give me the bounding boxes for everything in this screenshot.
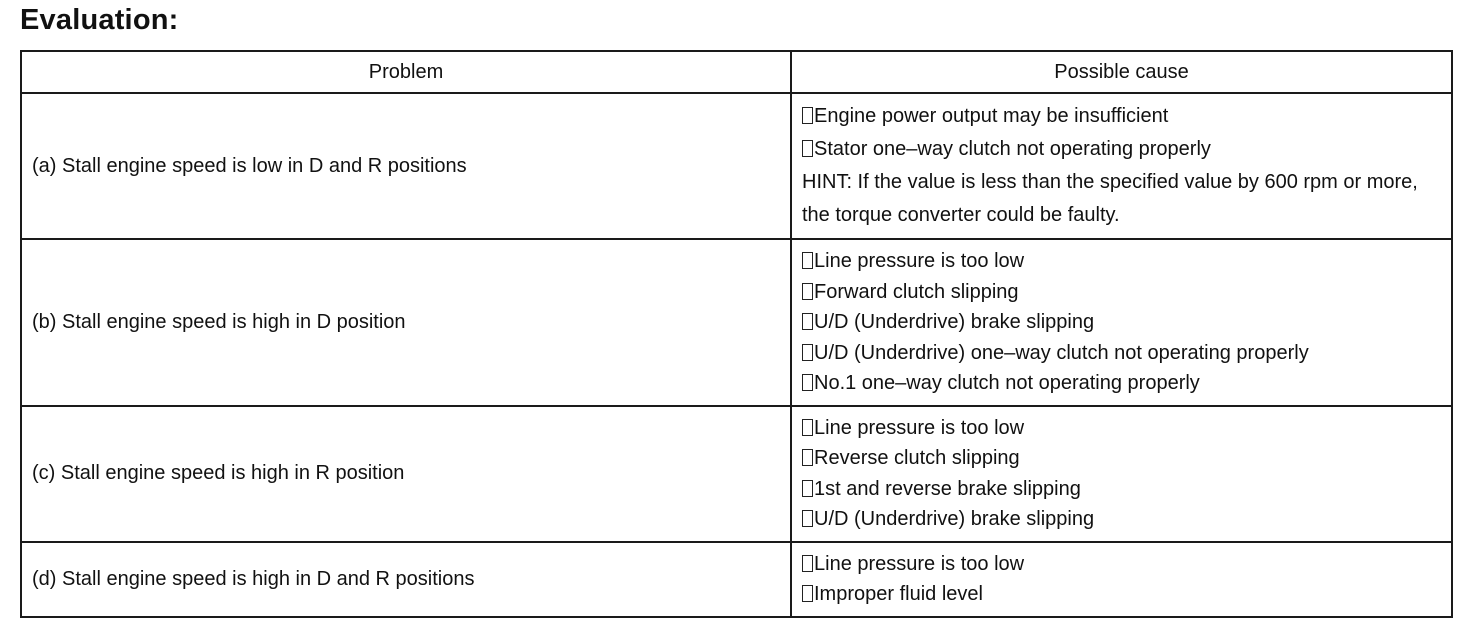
cause-cell: [791, 406, 1452, 542]
checkbox-square-icon: [802, 374, 813, 391]
cause-item: [802, 413, 1441, 444]
cause-text: U/D (Underdrive) brake slipping: [814, 508, 1095, 530]
column-header-possible-cause: Possible cause: [791, 51, 1452, 93]
cause-cell: [791, 93, 1452, 239]
cause-text: U/D (Underdrive) one–way clutch not operating properly: [814, 341, 1309, 364]
cause-item: [802, 246, 1441, 277]
cause-item: [802, 100, 1441, 133]
cause-text: Forward clutch slipping: [814, 280, 1019, 303]
checkbox-square-icon: [802, 555, 813, 572]
cause-cell: [791, 542, 1452, 617]
cause-item: [802, 368, 1441, 399]
hint-text: HINT: If the value is less than the specified value by 600 rpm or more, the torque converter could be faulty.: [802, 171, 1418, 226]
problem-cell: (d) Stall engine speed is high in D and R positions: [21, 542, 791, 617]
cause-text: Line pressure is too low: [814, 416, 1025, 439]
cause-item: [802, 474, 1441, 505]
cause-text: Reverse clutch slipping: [814, 447, 1020, 469]
cause-item: [802, 549, 1441, 580]
checkbox-square-icon: [802, 449, 813, 466]
checkbox-square-icon: [802, 283, 813, 300]
cause-text: No.1 one–way clutch not operating properly: [814, 372, 1200, 394]
checkbox-square-icon: [802, 510, 813, 527]
cause-cell: [791, 239, 1452, 406]
cause-item: [802, 443, 1441, 474]
evaluation-table: [20, 50, 1453, 618]
cause-text: Improper fluid level: [814, 583, 983, 605]
table-row: [21, 542, 1452, 617]
checkbox-square-icon: [802, 107, 813, 124]
cause-item: [802, 579, 1441, 610]
cause-item: [802, 338, 1441, 369]
checkbox-square-icon: [802, 344, 813, 361]
table-row: [21, 239, 1452, 406]
problem-cell: (c) Stall engine speed is high in R position: [21, 406, 791, 542]
checkbox-square-icon: [802, 480, 813, 497]
checkbox-square-icon: [802, 419, 813, 436]
cause-item: [802, 133, 1441, 166]
cause-item: [802, 277, 1441, 308]
page-title: Evaluation:: [20, 4, 179, 36]
checkbox-square-icon: [802, 252, 813, 269]
cause-item: [802, 307, 1441, 338]
problem-cell: (b) Stall engine speed is high in D position: [21, 239, 791, 406]
table-row: [21, 93, 1452, 239]
table-header-row: [21, 51, 1452, 93]
cause-text: U/D (Underdrive) brake slipping: [814, 311, 1095, 333]
table-row: [21, 406, 1452, 542]
cause-text: Line pressure is too low: [814, 250, 1025, 272]
cause-text: Stator one–way clutch not operating properly: [814, 138, 1211, 160]
column-header-problem: Problem: [21, 51, 791, 93]
problem-cell: (a) Stall engine speed is low in D and R positions: [21, 93, 791, 239]
cause-item: [802, 504, 1441, 535]
cause-text: Line pressure is too low: [814, 552, 1025, 575]
cause-text: Engine power output may be insufficient: [814, 105, 1169, 127]
cause-text: 1st and reverse brake slipping: [814, 477, 1081, 500]
checkbox-square-icon: [802, 140, 813, 157]
checkbox-square-icon: [802, 313, 813, 330]
checkbox-square-icon: [802, 585, 813, 602]
